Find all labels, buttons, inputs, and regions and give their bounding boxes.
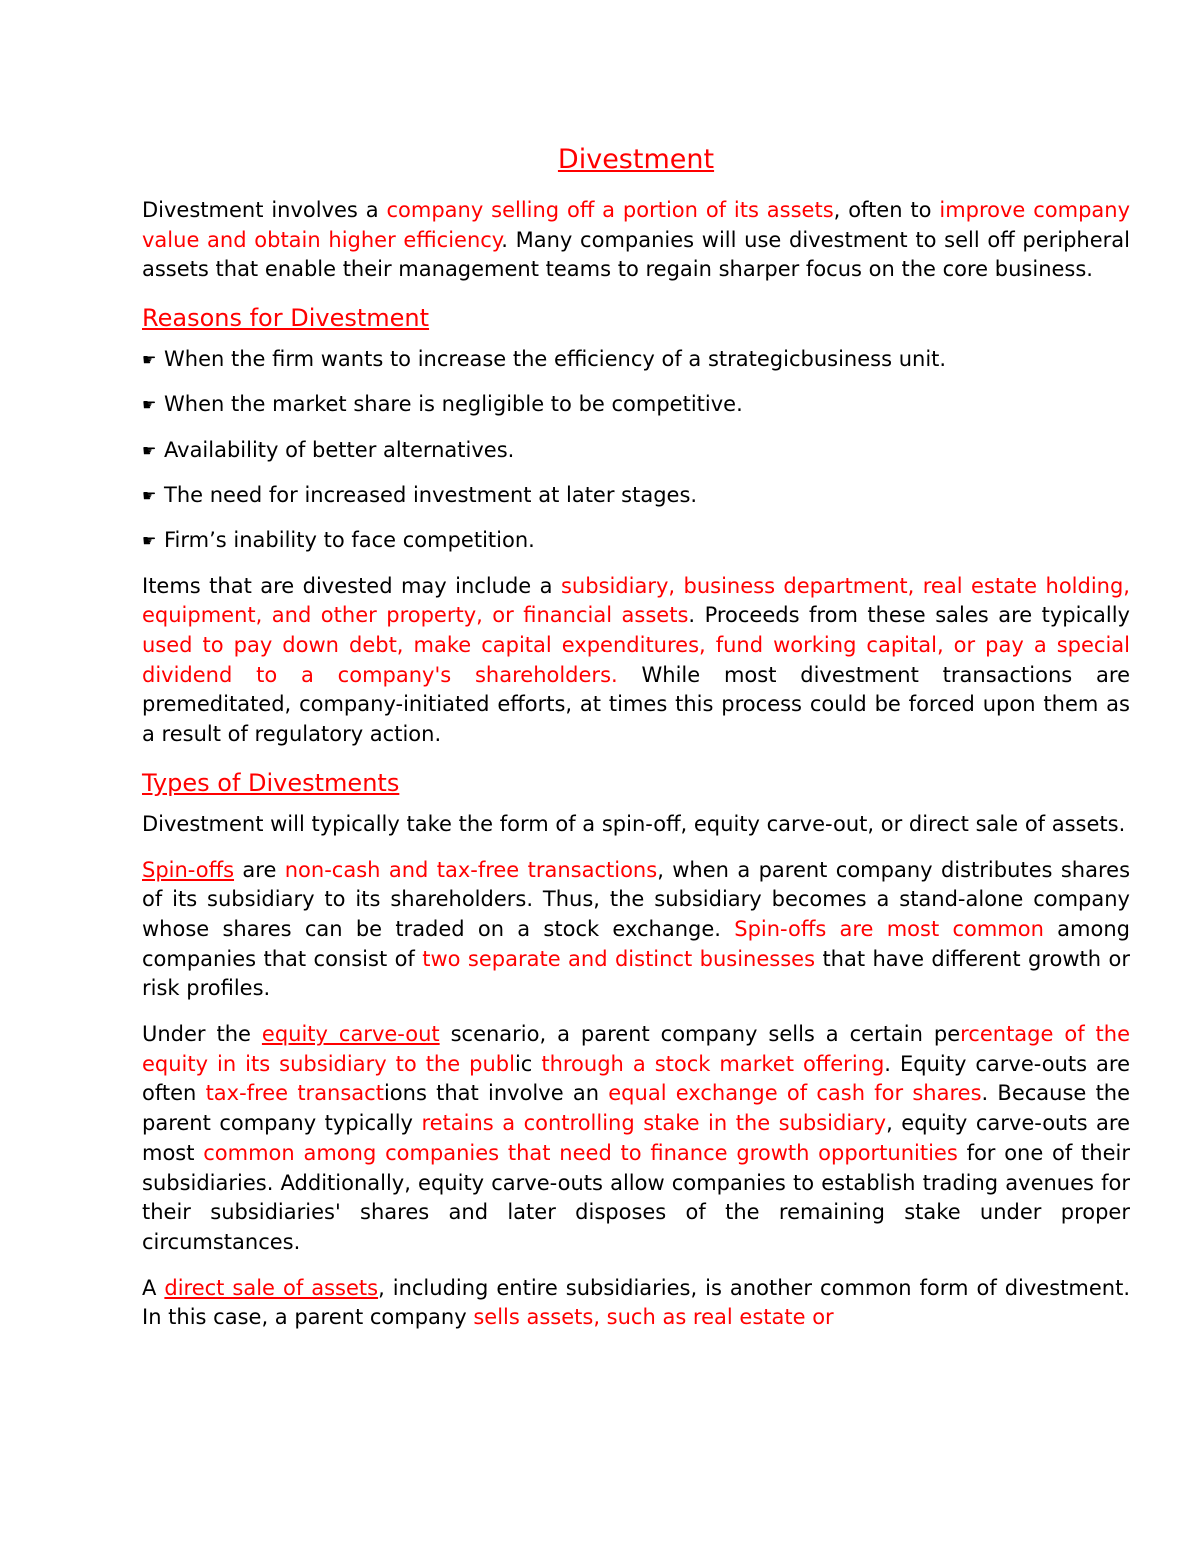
text-run: . Because the parent company typically: [142, 1081, 1131, 1136]
emphasis-term: Spin-offs: [142, 857, 235, 882]
reasons-heading: Reasons for Divestment: [142, 304, 430, 333]
list-item: [142, 436, 1130, 466]
highlighted-text: improve company value and obtain higher efficiency: [142, 198, 1131, 252]
highlighted-text: through a stock market offering: [541, 1051, 885, 1076]
text-run: ic: [514, 1051, 542, 1076]
highlighted-text: sells assets, such as real estate or: [473, 1305, 834, 1330]
text-run: , including entire subsidiaries, is another common form of divestment. In this case, a parent company: [142, 1275, 1130, 1330]
list-item: [142, 481, 1130, 511]
pointing-hand-icon: ☛: [142, 395, 157, 415]
emphasis-term: direct sale of assets: [164, 1275, 379, 1300]
text-run: Under the: [142, 1022, 262, 1047]
highlighted-text: Spin-offs are most common: [734, 916, 1044, 941]
text-run: A: [142, 1275, 165, 1300]
text-run: While most divestment transactions are premeditated, company-initiated efforts, at times this process could be forced upon them as a result of regulatory action.: [142, 662, 1130, 747]
document-page: [142, 140, 1130, 1349]
highlighted-text: retains a controlling stake in the subsidiary: [421, 1111, 887, 1136]
text-run: , equity carve-outs are most: [142, 1111, 1130, 1165]
text-run: for one of their subsidiaries. Additionally, equity carve-outs allow companies to establish trading avenues for their subsidiaries' shares and later disposes of the remaining stake under proper circumstances.: [142, 1140, 1130, 1254]
equity-carveout-paragraph: [142, 1020, 1130, 1258]
direct-sale-paragraph: [142, 1274, 1130, 1333]
text-run: , when a parent company distributes shares of its subsidiary to its shareholders. Thus, the subsidiary becomes a stand-alone company whose shares can be traded on a stock exchange.: [142, 857, 1131, 941]
text-run: . Proceeds from these sales are typically: [688, 603, 1130, 628]
document-title: Divestment: [557, 144, 715, 175]
list-item: [142, 390, 1130, 420]
highlighted-text: company selling off a portion of its assets: [386, 198, 834, 222]
highlighted-text: common among companies that need to finance growth opportunities: [203, 1140, 958, 1165]
highlighted-text: equal exchange of cash for shares: [608, 1081, 982, 1106]
pointing-hand-icon: ☛: [142, 531, 157, 551]
intro-paragraph: [142, 196, 1130, 285]
highlighted-text: non-cash and tax-free transactions: [284, 857, 658, 882]
list-item-text: The need for increased investment at later stages.: [164, 483, 698, 507]
list-item-text: When the firm wants to increase the efficiency of a strategicbusiness unit.: [164, 347, 947, 372]
list-item: [142, 345, 1130, 375]
types-heading: Types of Divestments: [142, 768, 400, 797]
spinoffs-paragraph: [142, 856, 1130, 1005]
pointing-hand-icon: ☛: [142, 350, 157, 370]
list-item-text: When the market share is negligible to be competitive.: [164, 392, 743, 417]
highlighted-text: used to pay down debt, make capital expenditures, fund working capital, or pay a special dividend to a company's shareholders.: [142, 633, 1130, 687]
pointing-hand-icon: ☛: [142, 440, 157, 460]
text-run: . Many companies will use divestment to sell off peripheral assets that enable their management teams to regain sharper focus on the core business.: [142, 227, 1130, 282]
highlighted-text: subsidiary, business department, real estate holding, equipment, and other property, or financial assets: [142, 573, 1130, 628]
list-item: [142, 526, 1130, 556]
text-run: are: [234, 857, 285, 882]
highlighted-text: rcentage of the equity in its subsidiary to the publ: [142, 1022, 1130, 1076]
text-run: ions that involve an: [383, 1081, 609, 1106]
reasons-list: [142, 345, 1130, 556]
emphasis-term: equity carve-out: [261, 1022, 440, 1047]
highlighted-text: tax-free transact: [205, 1081, 384, 1106]
list-item-text: Firm’s inability to face competition.: [164, 528, 535, 553]
highlighted-text: two separate and distinct businesses: [422, 946, 816, 971]
list-item-text: Availability of better alternatives.: [164, 437, 515, 462]
text-run: scenario, a parent company sells a certain pe: [439, 1022, 961, 1047]
text-run: Divestment involves a: [142, 198, 387, 222]
text-run: among companies that consist of: [142, 916, 1130, 971]
text-run: , often to: [833, 198, 940, 222]
divested-items-paragraph: [142, 572, 1130, 750]
text-run: . Equity carve-outs are often: [142, 1051, 1131, 1106]
types-intro-paragraph: Divestment will typically take the form of a spin-off, equity carve-out, or direct sale of assets.: [142, 811, 1126, 836]
pointing-hand-icon: ☛: [142, 486, 157, 505]
text-run: that have different growth or risk profiles.: [142, 946, 1130, 1001]
text-run: Items that are divested may include a: [142, 573, 561, 598]
